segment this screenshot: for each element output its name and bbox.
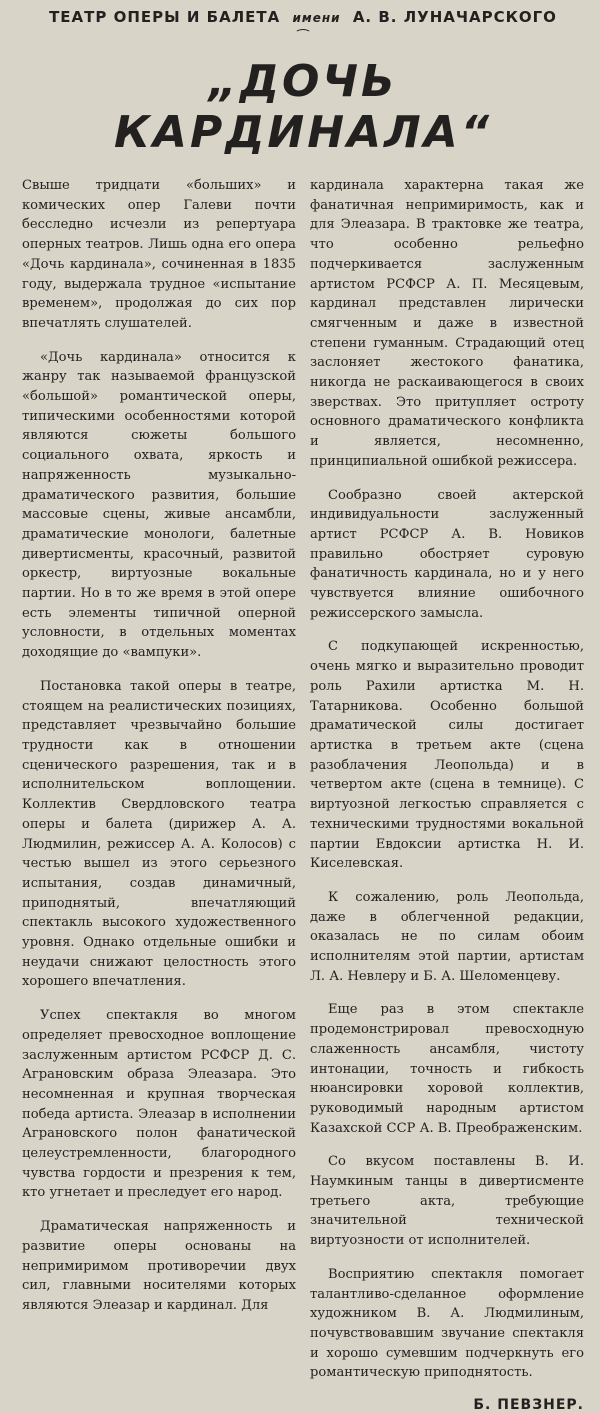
author-signature: Б. ПЕВЗНЕР. (473, 1397, 584, 1413)
paragraph: Постановка такой оперы в театре, стоящем на реалистических позициях, представляет чрезвычайно большие трудности как в отношении сценического разрешения, так и в исполнительском воплощении. Коллектив Свердловского театра оперы и балета (дирижер А. А. Людмилин, режиссер А. А. Колосов) с честью вышел из этого серьезного испытания, создав динамичный, приподнятый, впечатляющий спектакль высокого художественного уровня. Однако отдельные ошибки и неудачи снижают целостность этого хорошего впечатления. (22, 678, 296, 990)
paragraph: С подкупающей искренностью, очень мягко и выразительно проводит роль Рахили артистка М. Н. Татарникова. Особенно большой драматической силы достигает артистка в третьем акте (сцена разоблачения Леопольда) и в четвертом акте (сцена в темнице). С виртуозной легкостью справляется с техническими трудностями вокальной партии Евдоксии артистка Н. И. Киселевская. (310, 639, 584, 872)
paragraph: Свыше тридцати «больших» и комических опер Галеви почти бесследно исчезли из репертуара оперных театров. Лишь одна его опера «Дочь кардинала», сочиненная в 1835 году, выдержала трудное «испытание временем», продолжая до сих пор впечатлять слушателей. (22, 178, 296, 331)
column-left (22, 176, 296, 1413)
theater-imeni: имени (292, 11, 341, 25)
paragraph: Еще раз в этом спектакле продемонстрировал превосходную слаженность ансамбля, чистоту интонации, точность и гибкость нюансировки хоровой коллектив, руководимый народным артистом Казахской ССР А. В. Преображенским. (310, 1002, 584, 1136)
theater-name: ТЕАТР ОПЕРЫ И БАЛЕТА (49, 8, 281, 26)
paragraph: Восприятию спектакля помогает талантливо-сделанное оформление художником В. А. Людмилиным, почувствовавшим звучание спектакля и хорошо сумевшим подчеркнуть его романтическую приподнятость. (310, 1266, 584, 1381)
paragraph: Сообразно своей актерской индивидуальности заслуженный артист РСФСР А. В. Новиков правильно обостряет суровую фанатичность кардинала, но и у него чувствуется влияние ошибочного режиссерского замысла. (310, 487, 584, 621)
paragraph: кардинала характерна такая же фанатичная непримиримость, как и для Элеазара. В трактовке же театра, что особенно рельефно подчеркивается заслуженным артистом РСФСР А. П. Месяцевым, кардинал представлен лирически смягченным и даже в известной степени гуманным. Страдающий отец заслоняет жестокого фанатика, никогда не раскаивающегося в своих зверствах. Это притупляет остроту основного драматического конфликта и является, несомненно, принципиальной ошибкой режиссера. (310, 178, 584, 469)
paragraph: «Дочь кардинала» относится к жанру так называемой французской «большой» романтической оперы, типическими особенностями которой являются сюжеты большого социального охвата, яркость и напряженность музыкально-драматического развития, большие массовые сцены, живые ансамбли, драматические монологи, балетные дивертисменты, красочный, развитой оркестр, виртуозные вокальные партии. Но в то же время в этой опере есть элементы типичной оперной условности, в отдельных моментах доходящие до «вампуки». (22, 349, 296, 661)
paragraph: Драматическая напряженность и развитие оперы основаны на непримиримом противоречии двух сил, главными носителями которых являются Элеазар и кардинал. Для (22, 1219, 296, 1313)
article-body (22, 176, 584, 1413)
paragraph: К сожалению, роль Леопольда, даже в облегченной редакции, оказалась не по силам обоим исполнителям этой партии, артистам Л. А. Невлеру и Б. А. Шеломенцеву. (310, 889, 584, 984)
paragraph: Успех спектакля во многом определяет превосходное воплощение заслуженным артистом РСФСР Д. С. Аграновским образа Элеазара. Это несомненная и крупная творческая победа артиста. Элеазар в исполнении Аграновского полон фанатической целеустремленности, благородного чувства гордости и презрения к тем, кто угнетает и преследует его народ. (22, 1008, 296, 1201)
theater-patron: А. В. ЛУНАЧАРСКОГО (352, 8, 557, 26)
theater-heading (22, 8, 584, 26)
paragraph: Со вкусом поставлены В. И. Наумкиным танцы в дивертисменте третьего акта, требующие значительной технической виртуозности от исполнителей. (310, 1154, 584, 1249)
article-title: „ДОЧЬ КАРДИНАЛА“ (113, 56, 493, 158)
column-right (310, 176, 584, 1413)
divider-ornament: ⁀ (297, 30, 309, 46)
